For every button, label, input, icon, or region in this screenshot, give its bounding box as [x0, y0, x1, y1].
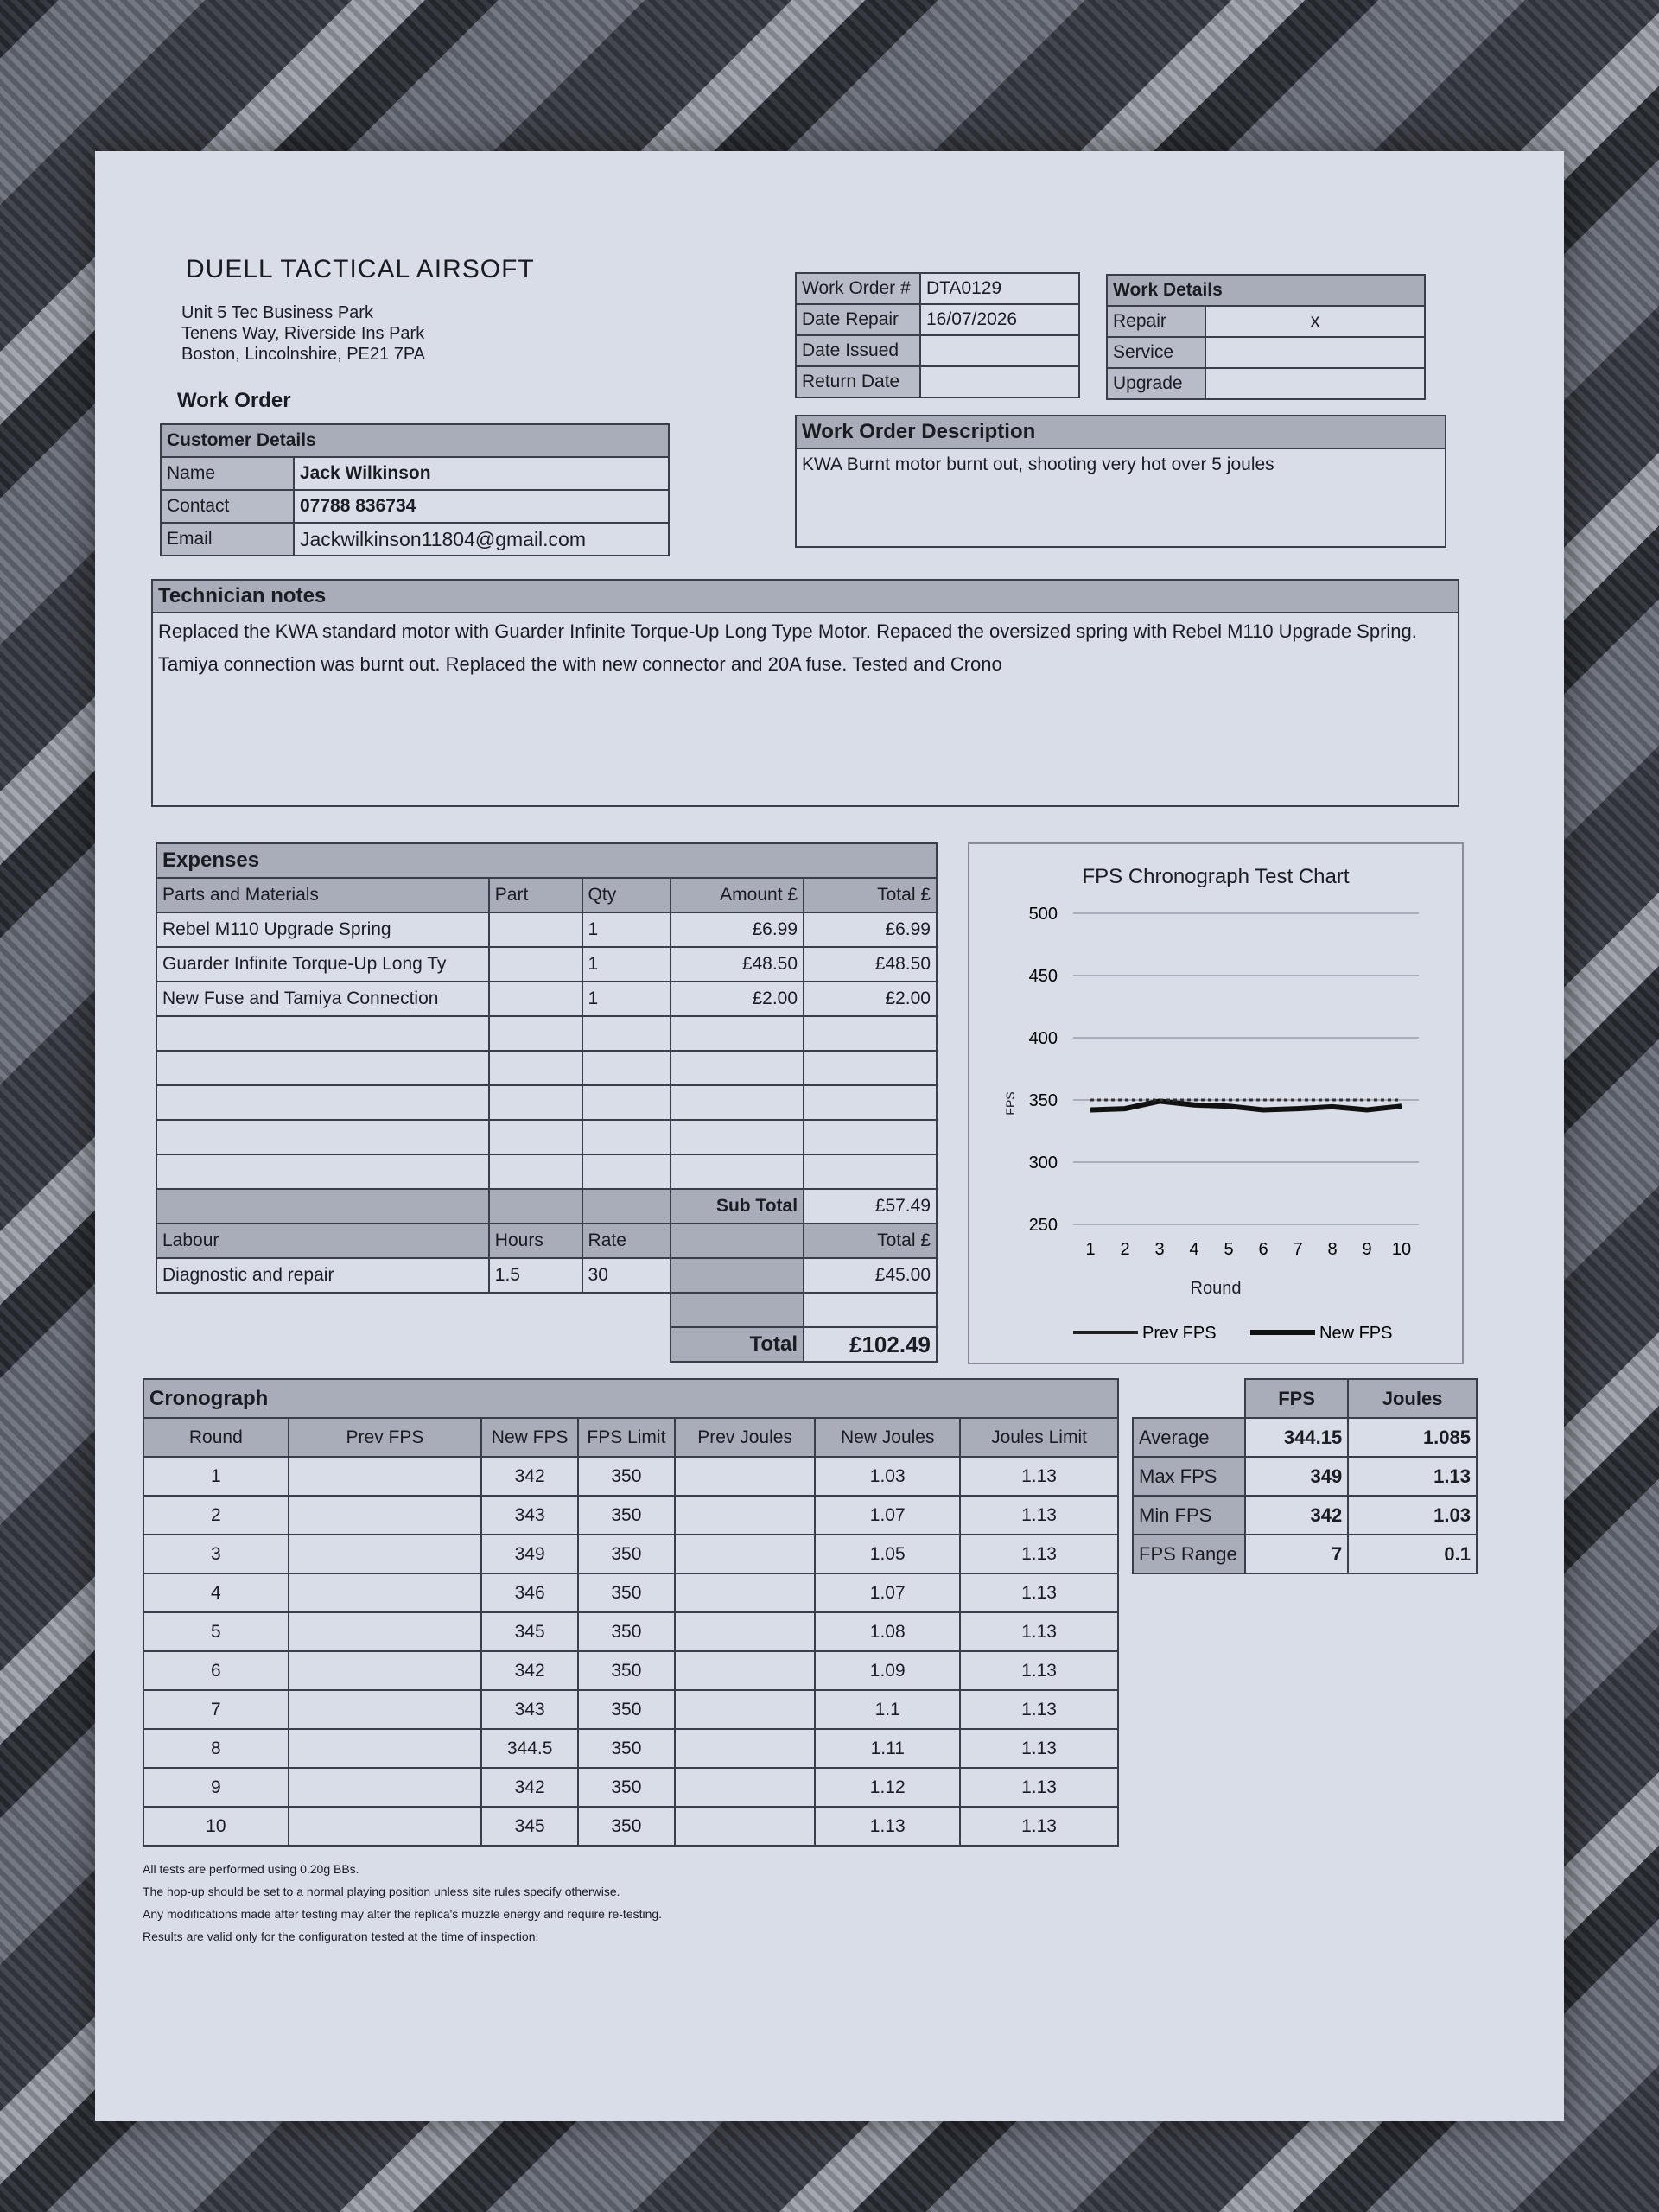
expense-row: Guarder Infinite Torque-Up Long Ty 1 £48.50 £48.50 [156, 947, 937, 982]
cronograph-row [143, 1729, 1118, 1768]
cronograph-cell: 1.1 [815, 1690, 960, 1729]
y-tick-label: 250 [1028, 1216, 1058, 1235]
stats-col-header: FPS [1245, 1379, 1348, 1418]
wo-date-issued [920, 335, 1079, 366]
cronograph-cell [675, 1457, 816, 1496]
customer-details-heading: Customer Details [161, 424, 669, 457]
technician-text: Replaced the KWA standard motor with Guarder Infinite Torque-Up Long Type Motor. Repaced the oversized spring with Rebel M110 Upgrade Spring. Tamiya connection was burnt out. Replaced the with new connector and 20A fuse. Tested and Crono [158, 620, 1417, 675]
wd-label: Service [1107, 337, 1205, 368]
footer-line: The hop-up should be set to a normal playing position unless site rules specify otherwise. [143, 1885, 620, 1898]
y-tick-label: 450 [1028, 967, 1058, 986]
cronograph-cell: 350 [578, 1573, 675, 1612]
wo-number: DTA0129 [920, 273, 1079, 304]
stats-label: Average [1133, 1418, 1245, 1457]
expense-row: New Fuse and Tamiya Connection 1 £2.00 £2.00 [156, 982, 937, 1016]
x-tick-label: 4 [1189, 1240, 1199, 1259]
technician-heading: Technician notes [153, 581, 1458, 613]
stats-label: Max FPS [1133, 1457, 1245, 1496]
work-order-description [795, 415, 1446, 548]
expenses-col-header: Amount £ [671, 878, 804, 912]
cronograph-cell: 1.08 [815, 1612, 960, 1651]
y-tick-label: 300 [1028, 1154, 1058, 1173]
cronograph-row [143, 1768, 1118, 1807]
stats-row [1133, 1496, 1477, 1535]
cronograph-col-header: Round [143, 1418, 289, 1457]
cronograph-cell: 346 [481, 1573, 578, 1612]
cronograph-cell [289, 1651, 482, 1690]
wd-repair-mark: x [1205, 306, 1425, 337]
cronograph-cell: 1.13 [960, 1573, 1118, 1612]
cronograph-cell [675, 1651, 816, 1690]
cronograph-cell [289, 1729, 482, 1768]
cronograph-cell: 1.09 [815, 1651, 960, 1690]
expenses-col-header: Parts and Materials [156, 878, 489, 912]
stats-joules: 1.13 [1348, 1457, 1477, 1496]
wo-date-repair: 16/07/2026 [920, 304, 1079, 335]
cronograph-cell [675, 1535, 816, 1573]
cronograph-row [143, 1457, 1118, 1496]
x-tick-label: 9 [1362, 1240, 1372, 1259]
wo-label: Work Order # [796, 273, 920, 304]
cronograph-cell: 350 [578, 1651, 675, 1690]
cronograph-cell [675, 1496, 816, 1535]
chrono-stats-table [1132, 1378, 1478, 1574]
cronograph-cell: 350 [578, 1457, 675, 1496]
cronograph-col-header: New Joules [815, 1418, 960, 1457]
cronograph-cell: 1.13 [960, 1690, 1118, 1729]
footer-line: All tests are performed using 0.20g BBs. [143, 1862, 359, 1876]
customer-label: Contact [161, 490, 294, 523]
cronograph-cell: 350 [578, 1535, 675, 1573]
cronograph-col-header: Prev Joules [675, 1418, 816, 1457]
stats-row [1133, 1457, 1477, 1496]
cronograph-cell: 1.05 [815, 1535, 960, 1573]
stats-fps: 349 [1245, 1457, 1348, 1496]
cronograph-cell: 1.13 [960, 1496, 1118, 1535]
customer-label: Name [161, 457, 294, 490]
cronograph-cell: 344.5 [481, 1729, 578, 1768]
technician-notes [151, 579, 1459, 807]
expenses-table [156, 842, 938, 1363]
cronograph-cell: 2 [143, 1496, 289, 1535]
customer-label: Email [161, 523, 294, 556]
stats-fps: 7 [1245, 1535, 1348, 1573]
x-tick-label: 8 [1327, 1240, 1338, 1259]
cronograph-row [143, 1496, 1118, 1535]
cronograph-cell [675, 1612, 816, 1651]
cronograph-cell: 345 [481, 1612, 578, 1651]
work-details-table [1106, 274, 1426, 400]
footer-line: Any modifications made after testing may alter the replica's muzzle energy and require re-testing. [143, 1907, 663, 1921]
legend-label: New FPS [1319, 1324, 1393, 1343]
cronograph-cell [289, 1535, 482, 1573]
stats-fps: 342 [1245, 1496, 1348, 1535]
cronograph-cell: 345 [481, 1807, 578, 1846]
legend-label: Prev FPS [1142, 1324, 1217, 1343]
cronograph-cell [289, 1612, 482, 1651]
x-tick-label: 5 [1224, 1240, 1234, 1259]
wo-return-date [920, 366, 1079, 397]
stats-row [1133, 1418, 1477, 1457]
cronograph-cell: 1.13 [960, 1768, 1118, 1807]
x-axis-label: Round [1190, 1279, 1242, 1298]
cronograph-col-header: New FPS [481, 1418, 578, 1457]
cronograph-cell [289, 1807, 482, 1846]
wo-label: Date Issued [796, 335, 920, 366]
wd-label: Repair [1107, 306, 1205, 337]
expense-row-empty [156, 1051, 937, 1085]
cronograph-row [143, 1807, 1118, 1846]
cronograph-cell: 10 [143, 1807, 289, 1846]
y-tick-label: 400 [1028, 1029, 1058, 1048]
cronograph-col-header: FPS Limit [578, 1418, 675, 1457]
cronograph-cell: 6 [143, 1651, 289, 1690]
address-line: Unit 5 Tec Business Park [181, 303, 373, 322]
cronograph-heading: Cronograph [143, 1379, 1118, 1418]
cronograph-cell: 350 [578, 1612, 675, 1651]
customer-details-table [160, 423, 670, 556]
company-name: DUELL TACTICAL AIRSOFT [186, 255, 535, 283]
cronograph-cell [675, 1729, 816, 1768]
description-text: KWA Burnt motor burnt out, shooting very hot over 5 joules [802, 454, 1274, 474]
labour-row: Diagnostic and repair 1.5 30 £45.00 [156, 1258, 937, 1293]
cronograph-cell: 4 [143, 1573, 289, 1612]
cronograph-cell [675, 1768, 816, 1807]
cronograph-row [143, 1573, 1118, 1612]
stats-fps: 344.15 [1245, 1418, 1348, 1457]
cronograph-row [143, 1690, 1118, 1729]
expenses-col-header: Part [489, 878, 582, 912]
labour-col-header: Rate [582, 1224, 671, 1258]
expenses-col-header: Qty [582, 878, 671, 912]
y-tick-label: 350 [1028, 1091, 1058, 1110]
expense-row-empty [156, 1085, 937, 1120]
cronograph-row [143, 1612, 1118, 1651]
cronograph-cell: 343 [481, 1690, 578, 1729]
cronograph-cell [675, 1690, 816, 1729]
cronograph-cell: 1.03 [815, 1457, 960, 1496]
cronograph-cell: 343 [481, 1496, 578, 1535]
cronograph-cell: 1.13 [960, 1535, 1118, 1573]
expenses-heading: Expenses [156, 843, 937, 878]
customer-email: Jackwilkinson11804@gmail.com [294, 523, 669, 556]
cronograph-row [143, 1535, 1118, 1573]
work-details-heading: Work Details [1107, 275, 1425, 306]
cronograph-cell: 350 [578, 1807, 675, 1846]
series-line-new-fps [1090, 1101, 1402, 1109]
fps-chart-svg [969, 844, 1462, 1363]
cronograph-cell: 1.12 [815, 1768, 960, 1807]
cronograph-cell: 1 [143, 1457, 289, 1496]
fps-chart [968, 842, 1464, 1364]
cronograph-cell: 342 [481, 1768, 578, 1807]
cronograph-cell: 8 [143, 1729, 289, 1768]
x-tick-label: 7 [1293, 1240, 1303, 1259]
cronograph-col-header: Joules Limit [960, 1418, 1118, 1457]
expense-row: Rebel M110 Upgrade Spring 1 £6.99 £6.99 [156, 912, 937, 947]
cronograph-cell: 350 [578, 1768, 675, 1807]
subtotal-label: Sub Total [671, 1189, 804, 1224]
cronograph-cell: 350 [578, 1496, 675, 1535]
cronograph-table [143, 1378, 1119, 1847]
expense-row-empty [156, 1120, 937, 1154]
cronograph-cell [289, 1573, 482, 1612]
total-value: £102.49 [804, 1327, 937, 1362]
wo-label: Return Date [796, 366, 920, 397]
stats-joules: 1.03 [1348, 1496, 1477, 1535]
cronograph-cell: 9 [143, 1768, 289, 1807]
cronograph-cell: 5 [143, 1612, 289, 1651]
y-tick-label: 500 [1028, 905, 1058, 924]
footer-notes [143, 1858, 662, 1948]
cronograph-cell: 349 [481, 1535, 578, 1573]
x-tick-label: 2 [1120, 1240, 1130, 1259]
customer-contact: 07788 836734 [294, 490, 669, 523]
labour-col-header: Hours [489, 1224, 582, 1258]
work-order-sheet [95, 151, 1564, 2121]
description-heading: Work Order Description [797, 416, 1445, 449]
cronograph-cell: 3 [143, 1535, 289, 1573]
cronograph-cell: 342 [481, 1651, 578, 1690]
footer-line: Results are valid only for the configuration tested at the time of inspection. [143, 1929, 539, 1943]
x-tick-label: 3 [1154, 1240, 1165, 1259]
address-line: Boston, Lincolnshire, PE21 7PA [181, 345, 426, 364]
stats-label: FPS Range [1133, 1535, 1245, 1573]
cronograph-cell [289, 1690, 482, 1729]
wd-upgrade-mark [1205, 368, 1425, 399]
cronograph-cell: 342 [481, 1457, 578, 1496]
cronograph-cell [289, 1457, 482, 1496]
total-label: Total [671, 1327, 804, 1362]
cronograph-cell: 1.13 [960, 1651, 1118, 1690]
cronograph-cell: 7 [143, 1690, 289, 1729]
address-line: Tenens Way, Riverside Ins Park [181, 324, 425, 343]
document-title: Work Order [177, 389, 291, 412]
wo-label: Date Repair [796, 304, 920, 335]
chart-title: FPS Chronograph Test Chart [1082, 865, 1350, 888]
cronograph-cell: 1.07 [815, 1573, 960, 1612]
cronograph-cell [675, 1807, 816, 1846]
cronograph-cell: 350 [578, 1729, 675, 1768]
cronograph-cell: 1.11 [815, 1729, 960, 1768]
y-axis-label: FPS [1003, 1091, 1017, 1116]
subtotal-value: £57.49 [804, 1189, 937, 1224]
cronograph-cell: 1.13 [960, 1729, 1118, 1768]
stats-label: Min FPS [1133, 1496, 1245, 1535]
cronograph-cell [289, 1496, 482, 1535]
expense-row-empty [156, 1016, 937, 1051]
cronograph-cell [289, 1768, 482, 1807]
x-tick-label: 10 [1391, 1240, 1412, 1259]
cronograph-cell: 1.13 [960, 1807, 1118, 1846]
customer-name: Jack Wilkinson [294, 457, 669, 490]
company-address [181, 302, 425, 365]
cronograph-cell [675, 1573, 816, 1612]
cronograph-col-header: Prev FPS [289, 1418, 482, 1457]
wd-label: Upgrade [1107, 368, 1205, 399]
labour-col-header: Total £ [804, 1224, 937, 1258]
stats-joules: 1.085 [1348, 1418, 1477, 1457]
x-tick-label: 6 [1258, 1240, 1268, 1259]
expenses-col-header: Total £ [804, 878, 937, 912]
x-tick-label: 1 [1085, 1240, 1096, 1259]
cronograph-cell: 1.07 [815, 1496, 960, 1535]
cronograph-cell: 350 [578, 1690, 675, 1729]
cronograph-row [143, 1651, 1118, 1690]
stats-row [1133, 1535, 1477, 1573]
work-order-info-table [795, 272, 1080, 398]
stats-col-header: Joules [1348, 1379, 1477, 1418]
cronograph-cell: 1.13 [815, 1807, 960, 1846]
cronograph-cell: 1.13 [960, 1457, 1118, 1496]
wd-service-mark [1205, 337, 1425, 368]
cronograph-cell: 1.13 [960, 1612, 1118, 1651]
labour-col-header: Labour [156, 1224, 489, 1258]
stats-joules: 0.1 [1348, 1535, 1477, 1573]
expense-row-empty [156, 1154, 937, 1189]
